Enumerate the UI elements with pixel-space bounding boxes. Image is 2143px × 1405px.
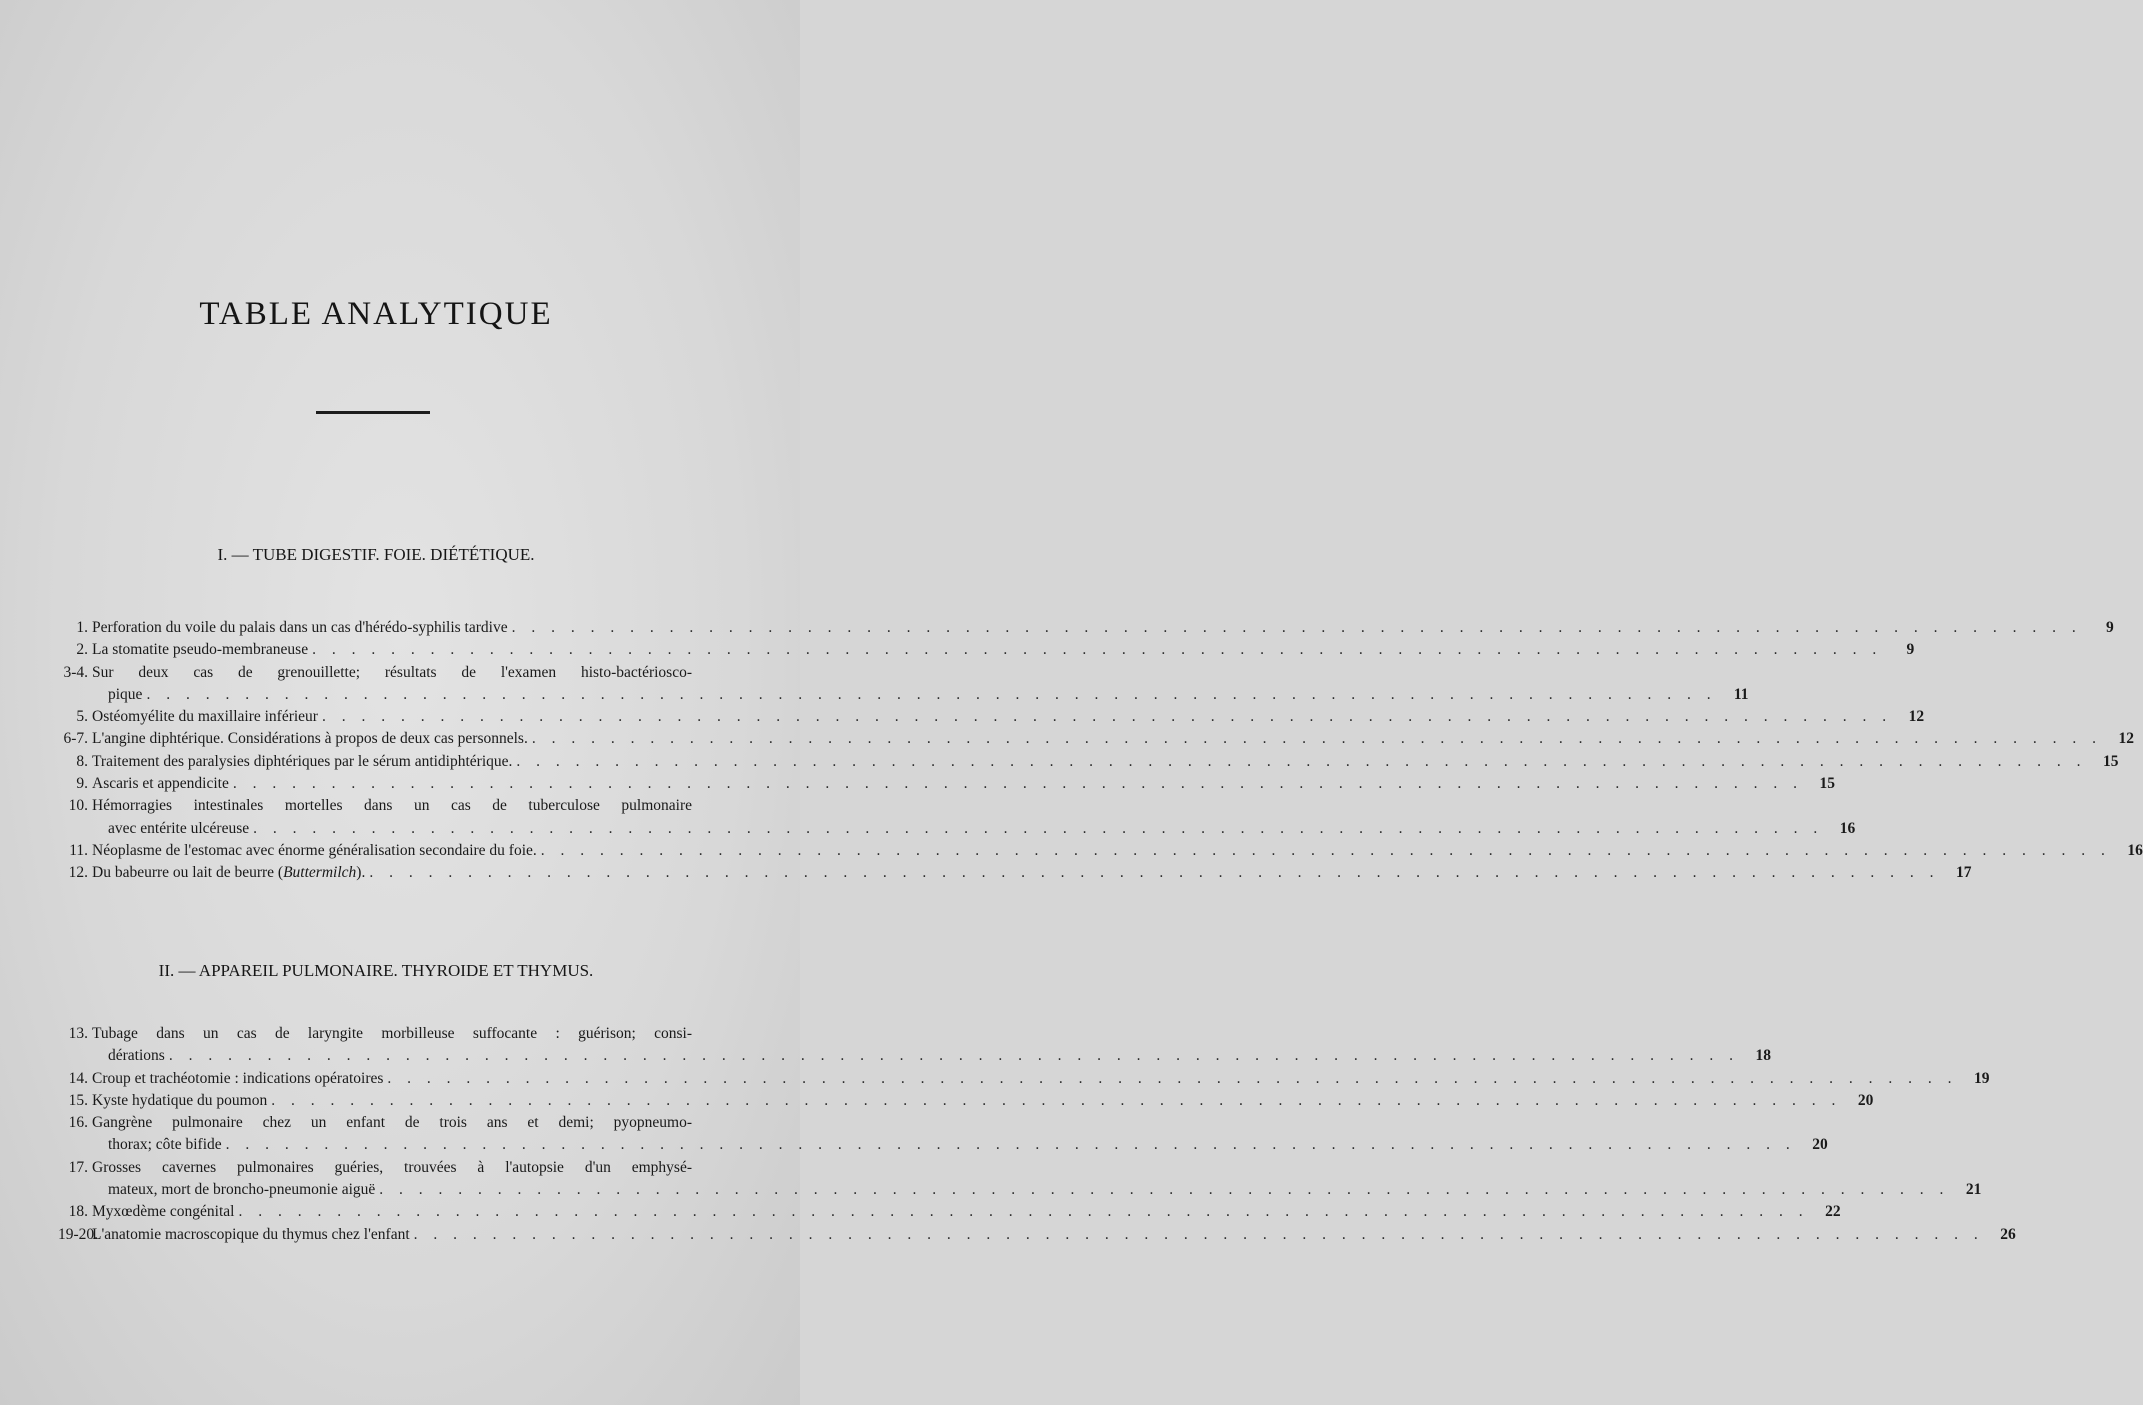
- entry-text: mateux, mort de broncho-pneumonie aiguë: [108, 1181, 376, 1199]
- toc-entry: [58, 706, 1925, 728]
- entry-line: [58, 1045, 1771, 1067]
- entry-line: [58, 1023, 718, 1045]
- entry-number: 12.: [68, 864, 88, 882]
- entry-text: Sur deux cas de grenouillette; résultats de l'examen histo-bactériosco-: [92, 663, 692, 681]
- page-title: TABLE ANALYTIQUE: [199, 296, 553, 332]
- entry-text: L'angine diphtérique. Considérations à propos de deux cas personnels.: [92, 730, 528, 748]
- entry-page-number: 20: [1812, 1136, 1828, 1154]
- section-2-entries: [58, 1023, 2016, 1246]
- dot-leader: . . . . . . . . . . . . . . . . . . . . . . . . . . . . . . . . . . . . . . . . . . . . . . . . . . . . . . . . . . . . . . . . . . . . . . . . . . . . . . . .: [516, 752, 2087, 770]
- entry-page-number: 9: [1906, 641, 1915, 659]
- dot-leader: . . . . . . . . . . . . . . . . . . . . . . . . . . . . . . . . . . . . . . . . . . . . . . . . . . . . . . . . . . . . . . . . . . . . . . . . . . . . . . . .: [225, 1136, 1796, 1154]
- entry-number: 1.: [76, 619, 88, 636]
- entry-text: Du babeurre ou lait de beurre (Buttermilch).: [92, 864, 366, 882]
- entry-page-number: 26: [2000, 1225, 2016, 1243]
- toc-entry: [58, 1224, 2016, 1246]
- entry-number: 8.: [76, 752, 88, 770]
- section-1-entries: [58, 617, 2143, 885]
- entry-page-number: 12: [1908, 708, 1925, 726]
- entry-text: dérations: [108, 1047, 165, 1065]
- entry-text: Ostéomyélite du maxillaire inférieur: [92, 708, 318, 726]
- entry-page-number: 12: [2118, 730, 2134, 748]
- entry-text: Gangrène pulmonaire chez un enfant de trois ans et demi; pyopneumo-: [92, 1114, 692, 1132]
- entry-text: Traitement des paralysies diphtériques par le sérum antidiphtérique.: [92, 752, 513, 770]
- entry-line: [58, 1134, 1828, 1156]
- entry-number: 17.: [68, 1158, 88, 1176]
- entry-text: Néoplasme de l'estomac avec énorme généralisation secondaire du foie.: [92, 841, 537, 859]
- entry-number: 19-20.: [58, 1225, 99, 1243]
- toc-entry: [58, 617, 2114, 639]
- entry-line: [58, 773, 1835, 795]
- entry-text: Myxœdème congénital: [92, 1203, 235, 1221]
- dot-leader: . . . . . . . . . . . . . . . . . . . . . . . . . . . . . . . . . . . . . . . . . . . . . . . . . . . . . . . . . . . . . . . . . . . . . . . . . . . . . . . .: [531, 730, 2102, 748]
- dot-leader: . . . . . . . . . . . . . . . . . . . . . . . . . . . . . . . . . . . . . . . . . . . . . . . . . . . . . . . . . . . . . . . . . . . . . . . . . . . . . . . .: [168, 1047, 1739, 1065]
- toc-entry: [58, 840, 2143, 862]
- entry-page-number: 16: [2127, 841, 2143, 859]
- entry-text: Hémorragies intestinales mortelles dans un cas de tuberculose pulmonaire: [92, 797, 692, 815]
- toc-entry: [58, 862, 1972, 884]
- entry-number: 14.: [68, 1069, 88, 1087]
- entry-number: 18.: [68, 1203, 88, 1221]
- entry-page-number: 17: [1955, 864, 1972, 882]
- toc-entry: [58, 639, 1915, 661]
- dot-leader: . . . . . . . . . . . . . . . . . . . . . . . . . . . . . . . . . . . . . . . . . . . . . . . . . . . . . . . . . . . . . . . . . . . . . . . . . . . . . . . .: [321, 708, 1893, 726]
- entry-line: [58, 751, 2119, 773]
- entry-line: [58, 1201, 1841, 1223]
- entry-text: avec entérite ulcéreuse: [108, 819, 250, 837]
- dot-leader: . . . . . . . . . . . . . . . . . . . . . . . . . . . . . . . . . . . . . . . . . . . . . . . . . . . . . . . . . . . . . . . . . . . . . . . . . . . . . . . .: [146, 685, 1717, 703]
- toc-entry: [58, 1090, 1874, 1112]
- entry-number: 2.: [76, 641, 88, 659]
- toc-entry: [58, 751, 2119, 773]
- entry-number: 3-4.: [63, 663, 88, 681]
- toc-entry: [58, 1023, 1771, 1068]
- dot-leader: . . . . . . . . . . . . . . . . . . . . . . . . . . . . . . . . . . . . . . . . . . . . . . . . . . . . . . . . . . . . . . . . . . . . . . . . . . . . . . . .: [271, 1091, 1842, 1109]
- entry-number: 6-7.: [63, 730, 88, 748]
- dot-leader: . . . . . . . . . . . . . . . . . . . . . . . . . . . . . . . . . . . . . . . . . . . . . . . . . . . . . . . . . . . . . . . . . . . . . . . . . . . . . . . .: [413, 1225, 1984, 1243]
- entry-page-number: 16: [1839, 819, 1856, 837]
- entry-line: [58, 818, 1856, 840]
- toc-entry: [58, 795, 1856, 840]
- entry-line: [58, 1068, 1990, 1090]
- entry-page-number: 19: [1974, 1069, 1990, 1087]
- entry-page-number: 18: [1755, 1047, 1771, 1065]
- entry-number: 5.: [76, 708, 88, 726]
- section-heading-1: I. — TUBE DIGESTIF. FOIE. DIÉTÉTIQUE.: [217, 545, 535, 564]
- entry-text: La stomatite pseudo-membraneuse: [92, 641, 309, 659]
- dot-leader: . . . . . . . . . . . . . . . . . . . . . . . . . . . . . . . . . . . . . . . . . . . . . . . . . . . . . . . . . . . . . . . . . . . . . . . . . . . . . . . .: [387, 1069, 1958, 1087]
- dot-leader: . . . . . . . . . . . . . . . . . . . . . . . . . . . . . . . . . . . . . . . . . . . . . . . . . . . . . . . . . . . . . . . . . . . . . . . . . . . . . . . .: [369, 864, 1940, 882]
- entry-page-number: 22: [1825, 1203, 1841, 1221]
- entry-text: L'anatomie macroscopique du thymus chez l'enfant: [92, 1225, 410, 1243]
- dot-leader: . . . . . . . . . . . . . . . . . . . . . . . . . . . . . . . . . . . . . . . . . . . . . . . . . . . . . . . . . . . . . . . . . . . . . . . . . . . . . . . .: [253, 819, 1824, 837]
- entry-number: 11.: [69, 841, 88, 859]
- entry-line: [58, 1224, 2016, 1246]
- entry-text: pique: [108, 685, 143, 703]
- entry-page-number: 21: [1965, 1181, 1982, 1199]
- entry-line: [58, 795, 718, 817]
- dot-leader: . . . . . . . . . . . . . . . . . . . . . . . . . . . . . . . . . . . . . . . . . . . . . . . . . . . . . . . . . . . . . . . . . . . . . . . . . . . . . . . .: [540, 841, 2111, 859]
- entry-page-number: 20: [1857, 1091, 1874, 1109]
- entry-number: 13.: [68, 1025, 88, 1042]
- entry-page-number: 15: [1819, 775, 1835, 793]
- toc-entry: [58, 1201, 1841, 1223]
- entry-line: [58, 1179, 1982, 1201]
- entry-line: [58, 1090, 1874, 1112]
- dot-leader: . . . . . . . . . . . . . . . . . . . . . . . . . . . . . . . . . . . . . . . . . . . . . . . . . . . . . . . . . . . . . . . . . . . . . . . . . . . . . . . .: [312, 641, 1883, 659]
- entry-number: 15.: [68, 1091, 88, 1109]
- entry-text: Croup et trachéotomie : indications opératoires: [92, 1069, 384, 1087]
- section-heading-2: II. — APPAREIL PULMONAIRE. THYROIDE ET THYMUS.: [158, 961, 594, 980]
- toc-entry: [58, 773, 1835, 795]
- dot-leader: . . . . . . . . . . . . . . . . . . . . . . . . . . . . . . . . . . . . . . . . . . . . . . . . . . . . . . . . . . . . . . . . . . . . . . . . . . . . . . . .: [232, 775, 1803, 793]
- entry-line: [58, 639, 1915, 661]
- toc-entry: [58, 1157, 1982, 1202]
- title-rule: [316, 411, 430, 414]
- entry-text: Perforation du voile du palais dans un cas d'hérédo-syphilis tardive: [92, 619, 508, 636]
- entry-number: 9.: [76, 775, 88, 793]
- entry-page-number: 11: [1733, 685, 1749, 703]
- entry-line: [58, 1157, 718, 1179]
- entry-line: [58, 862, 1972, 884]
- entry-text: Kyste hydatique du poumon: [92, 1091, 268, 1109]
- entry-text: Grosses cavernes pulmonaires guéries, trouvées à l'autopsie d'un emphysé-: [92, 1158, 692, 1176]
- dot-leader: . . . . . . . . . . . . . . . . . . . . . . . . . . . . . . . . . . . . . . . . . . . . . . . . . . . . . . . . . . . . . . . . . . . . . . . . . . . . . . . .: [238, 1203, 1809, 1221]
- entry-line: [58, 1112, 718, 1134]
- toc-entry: [58, 1068, 1990, 1090]
- entry-text: thorax; côte bifide: [108, 1136, 222, 1154]
- entry-text: Tubage dans un cas de laryngite morbilleuse suffocante : guérison; consi-: [92, 1025, 692, 1042]
- entry-number: 10.: [68, 797, 88, 815]
- toc-entry: [58, 728, 2134, 750]
- entry-number: 16.: [68, 1114, 88, 1132]
- entry-line: [58, 617, 2114, 639]
- entry-page-number: 9: [2105, 619, 2114, 636]
- toc-entry: [58, 1112, 1828, 1157]
- toc-entry: [58, 662, 1749, 707]
- entry-line: [58, 662, 718, 684]
- entry-line: [58, 706, 1925, 728]
- entry-line: [58, 728, 2134, 750]
- entry-line: [58, 684, 1749, 706]
- dot-leader: . . . . . . . . . . . . . . . . . . . . . . . . . . . . . . . . . . . . . . . . . . . . . . . . . . . . . . . . . . . . . . . . . . . . . . . . . . . . . . . .: [379, 1181, 1950, 1199]
- entry-line: [58, 840, 2143, 862]
- entry-page-number: 15: [2103, 752, 2119, 770]
- dot-leader: . . . . . . . . . . . . . . . . . . . . . . . . . . . . . . . . . . . . . . . . . . . . . . . . . . . . . . . . . . . . . . . . . . . . . . . . . . . . . . . .: [511, 619, 2082, 636]
- entry-text: Ascaris et appendicite: [92, 775, 229, 793]
